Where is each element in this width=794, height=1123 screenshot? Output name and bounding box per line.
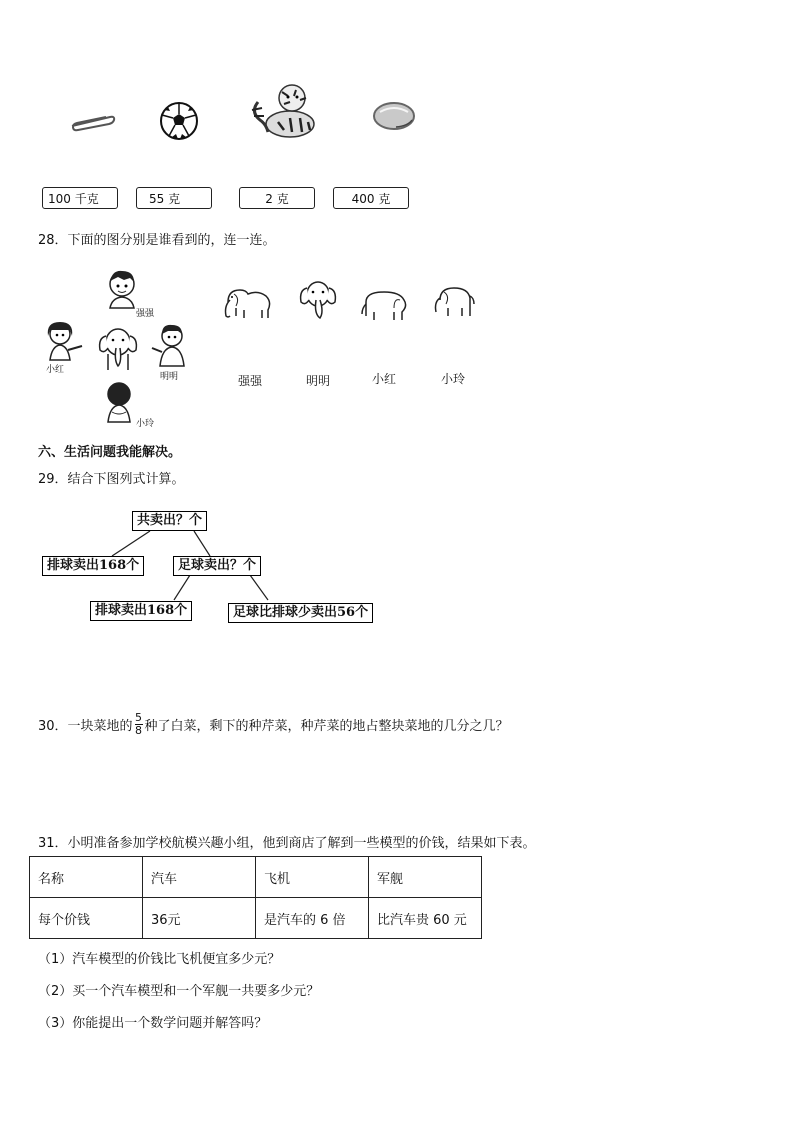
name-option-1: 强强 xyxy=(238,374,263,388)
table-row xyxy=(30,898,482,939)
diagram-box-total: 共卖出？个 xyxy=(132,511,207,531)
table-cell: 军舰 xyxy=(369,857,482,898)
fraction-denominator: 8 xyxy=(135,724,143,737)
weight-option-2: 55 克 xyxy=(136,187,212,209)
price-table xyxy=(29,856,482,939)
table-cell: 飞机 xyxy=(256,857,369,898)
q30-question xyxy=(38,712,509,737)
observer-label-bottom: 小玲 xyxy=(136,419,155,429)
table-cell: 汽车 xyxy=(143,857,256,898)
weight-option-1: 100 千克 xyxy=(42,187,118,209)
diagram-box-volleyball-2: 排球卖出168个 xyxy=(90,601,192,621)
q31-sub-2: （2）买一个汽车模型和一个军舰一共要多少元？ xyxy=(38,984,320,999)
weight-option-3: 2 克 xyxy=(239,187,315,209)
table-cell: 是汽车的 6 倍 xyxy=(256,898,369,939)
q28-title: 28．下面的图分别是谁看到的，连一连。 xyxy=(38,233,276,248)
table-cell: 36元 xyxy=(143,898,256,939)
table-header-row xyxy=(30,857,482,898)
name-option-4: 小玲 xyxy=(441,372,466,386)
observer-label-top: 强强 xyxy=(136,309,155,319)
q31-sub-3: （3）你能提出一个数学问题并解答吗？ xyxy=(38,1016,268,1031)
diagram-box-difference: 足球比排球少卖出56个 xyxy=(228,603,373,623)
fraction-numerator: 5 xyxy=(135,711,143,724)
table-cell: 每个价钱 xyxy=(30,898,143,939)
observer-label-right: 明明 xyxy=(160,372,179,382)
diagram-box-volleyball: 排球卖出168个 xyxy=(42,556,144,576)
q30-suffix: 种了白菜，剩下的种芹菜，种芹菜的地占整块菜地的几分之几？ xyxy=(144,719,509,734)
fraction xyxy=(135,712,143,737)
diagram-box-football: 足球卖出？个 xyxy=(173,556,261,576)
q31-title: 31．小明准备参加学校航模兴趣小组，他到商店了解到一些模型的价钱，结果如下表。 xyxy=(38,836,536,851)
weight-option-4: 400 克 xyxy=(333,187,409,209)
table-cell: 名称 xyxy=(30,857,143,898)
table-cell: 比汽车贵 60 元 xyxy=(369,898,482,939)
q29-title: 29．结合下图列式计算。 xyxy=(38,472,185,487)
name-option-2: 明明 xyxy=(306,374,331,388)
observer-label-left: 小红 xyxy=(46,365,65,375)
name-option-3: 小红 xyxy=(372,372,397,386)
q30-prefix: 30．一块菜地的 xyxy=(38,719,133,734)
section-6-title: 六、生活问题我能解决。 xyxy=(38,445,182,460)
q31-sub-1: （1）汽车模型的价钱比飞机便宜多少元？ xyxy=(38,952,281,967)
